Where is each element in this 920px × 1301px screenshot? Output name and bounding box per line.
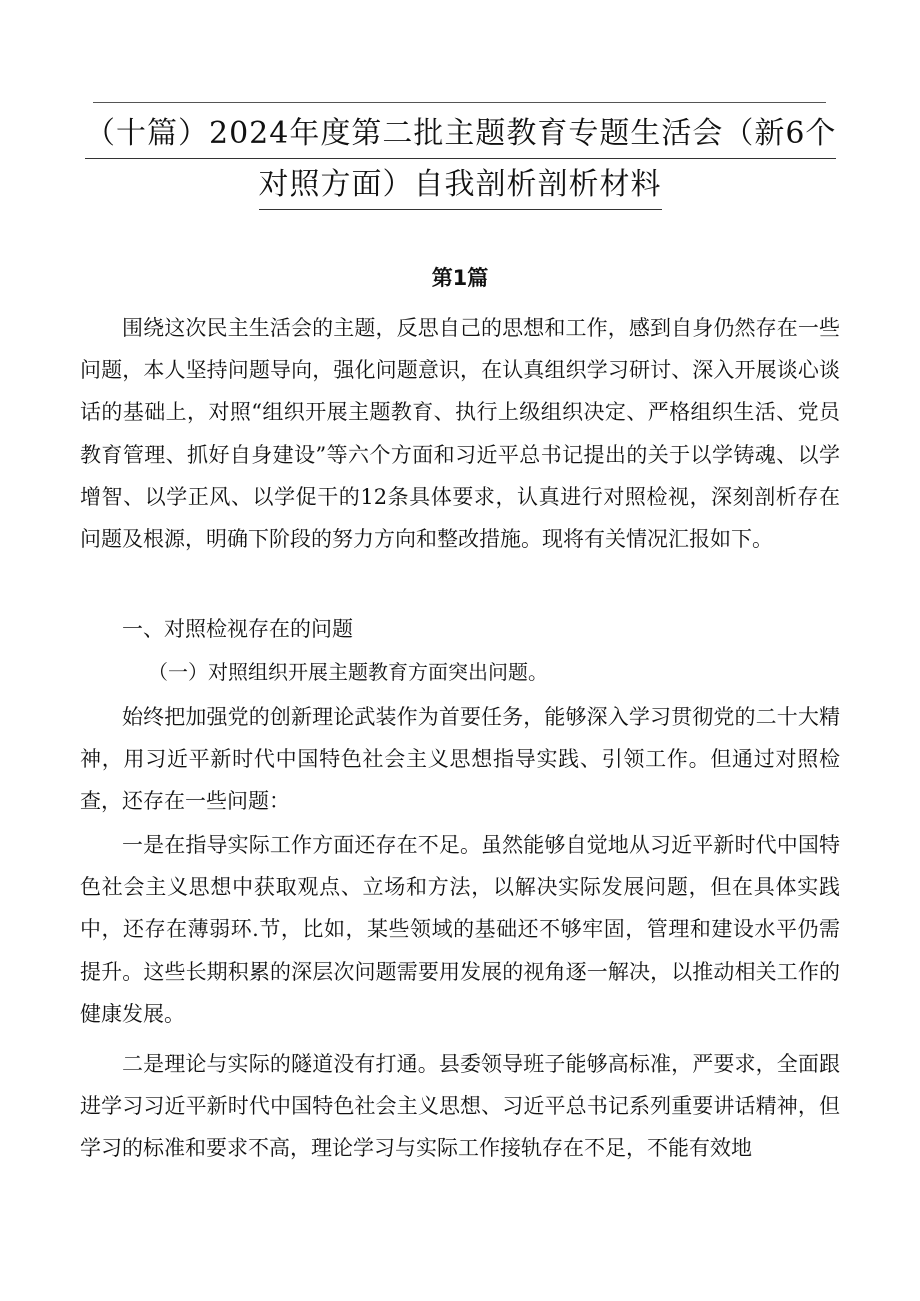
document-title bbox=[85, 112, 835, 210]
paragraph-summary: 始终把加强党的创新理论武装作为首要任务，能够深入学习贯彻党的二十大精神，用习近平新时代中国特色社会主义思想指导实践、引领工作。但通过对照检查，还存在一些问题： bbox=[80, 705, 840, 814]
chapter-heading: 第1篇 bbox=[431, 266, 489, 290]
paragraph-point-one: 一是在指导实际工作方面还存在不足。虽然能够自觉地从习近平新时代中国特色社会主义思想中获取观点、立场和方法，以解决实际发展问题，但在具体实践中，还存在薄弱环.节，比如，某些领域的基础还不够牢固，管理和建设水平仍需提升。这些长期积累的深层次问题需要用发展的视角逐一解决，以推动相关工作的健康发展。 bbox=[80, 833, 840, 1026]
header-rule bbox=[93, 102, 826, 103]
paragraph-point-two: 二是理论与实际的隧道没有打通。县委领导班子能够高标准，严要求，全面跟进学习习近平新时代中国特色社会主义思想、习近平总书记系列重要讲话精神，但学习的标准和要求不高，理论学习与实际工作接轨存在不足，不能有效地 bbox=[80, 1052, 840, 1161]
section-heading: 一、对照检视存在的问题 bbox=[122, 617, 353, 641]
paragraph-intro: 围绕这次民主生活会的主题，反思自己的思想和工作，感到自身仍然存在一些问题，本人坚持问题导向，强化问题意识，在认真组织学习研讨、深入开展谈心谈话的基础上，对照“组织开展主题教育、执行上级组织决定、严格组织生活、党员教育管理、抓好自身建设”等六个方面和习近平总书记提出的关于以学铸魂、以学增智、以学正风、以学促干的12条具体要求，认真进行对照检视，深刻剖析存在问题及根源，明确下阶段的努力方向和整改措施。现将有关情况汇报如下。 bbox=[80, 316, 840, 552]
title-line-2: 对照方面）自我剖析剖析材料 bbox=[259, 163, 662, 210]
sub-section-heading: （一）对照组织开展主题教育方面突出问题。 bbox=[148, 660, 548, 684]
title-line-1: （十篇）2024年度第二批主题教育专题生活会（新6个 bbox=[85, 112, 836, 159]
